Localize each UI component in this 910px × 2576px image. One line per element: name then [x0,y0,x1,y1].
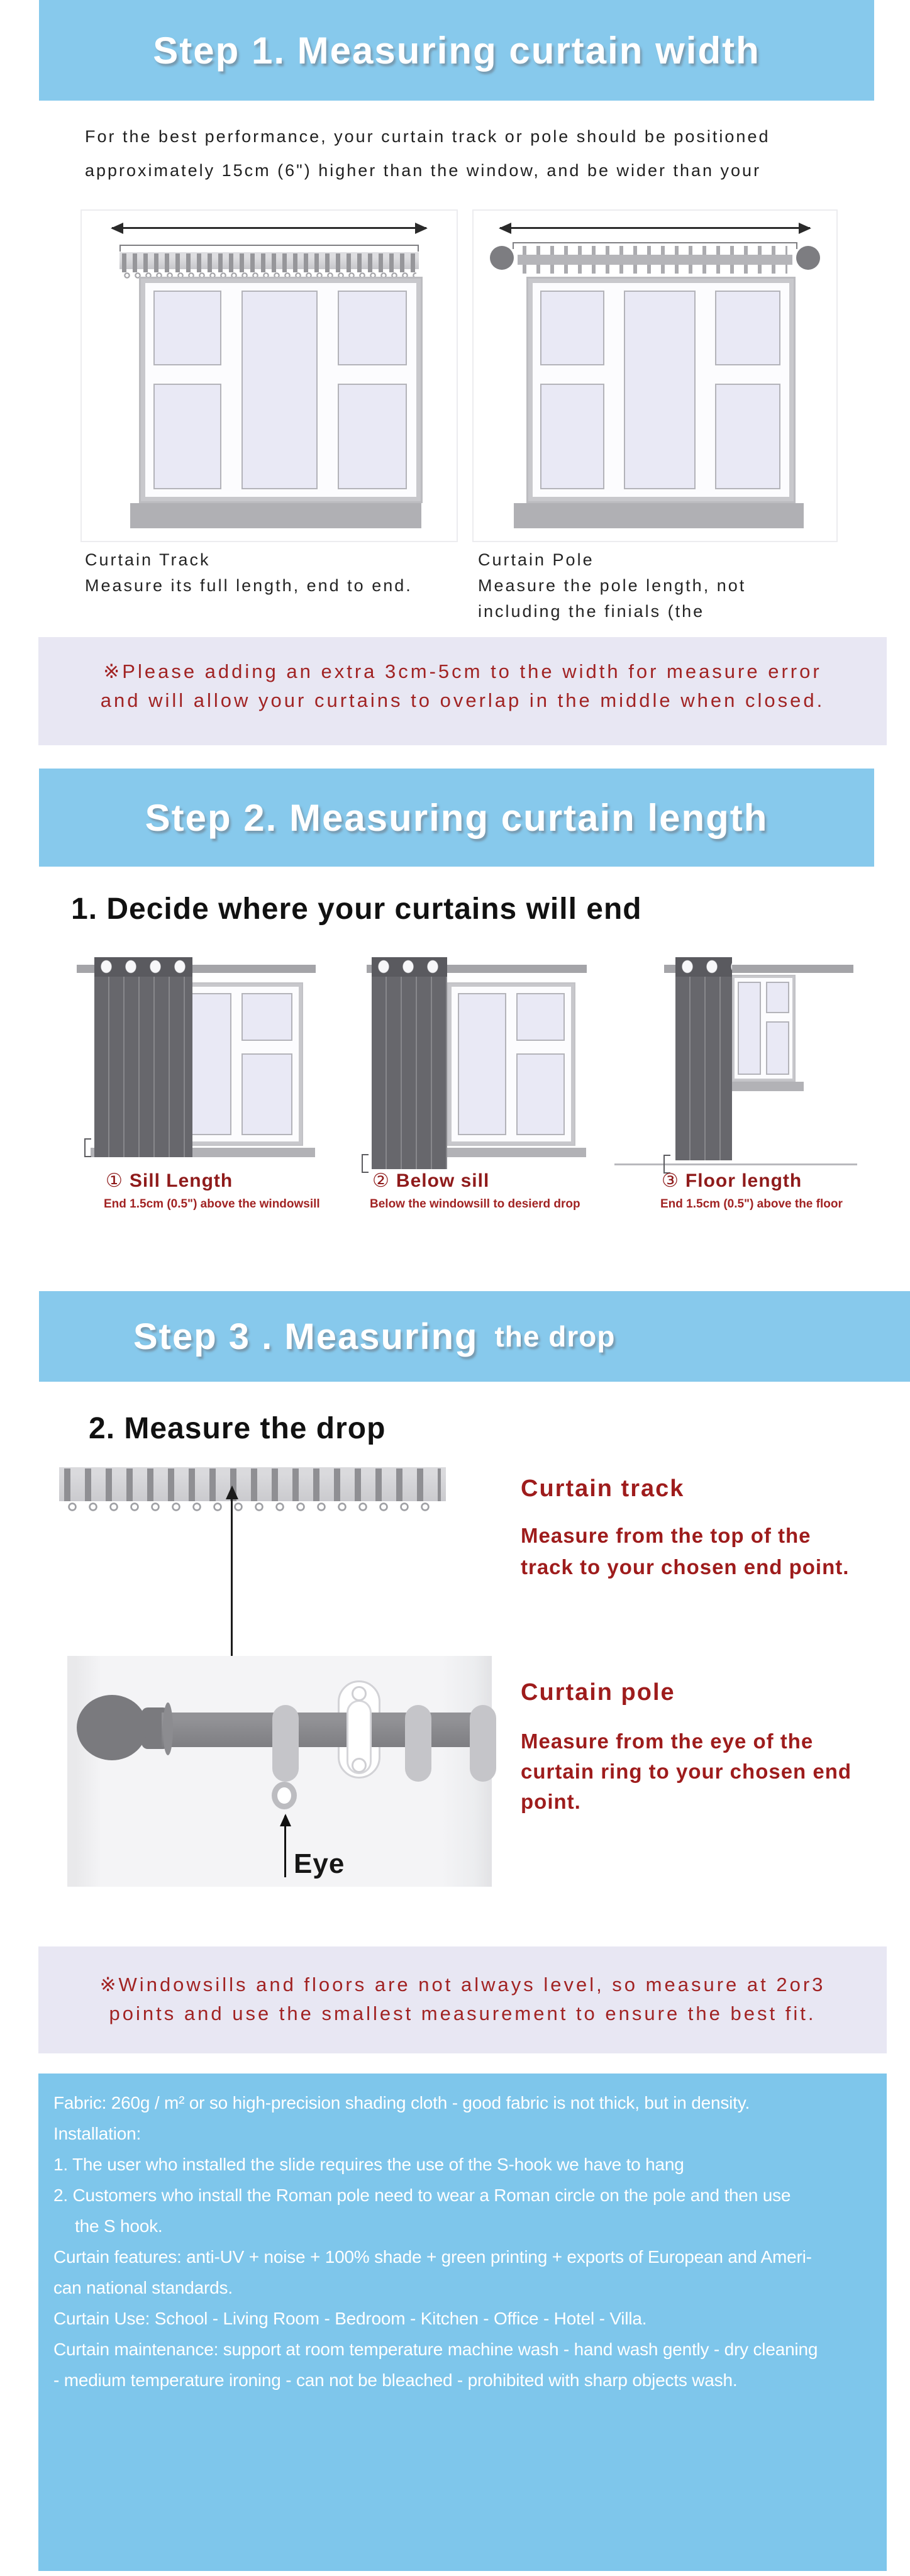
track-drop-title: Curtain track [521,1475,685,1502]
grommet-band [372,957,447,977]
diagram-title [662,1170,802,1192]
fabric-line: 1. The user who installed the slide requires the use of the S-hook we have to hang [53,2155,684,2174]
window-pane [540,384,604,489]
pole-drop-text [521,1679,852,1817]
diagram-title-text: Sill Length [129,1170,233,1191]
pole-drop-lines [521,1726,852,1817]
window-pane [766,982,790,1013]
sill-length-diagram [77,956,320,1217]
window [731,975,796,1082]
curtain [94,957,192,1157]
track-drop-figure [59,1467,446,1514]
window-pane [338,384,407,489]
circled-number: ① [106,1170,123,1191]
window-pane [540,291,604,365]
step1-intro-line2: approximately 15cm (6") higher than the window, and be wider than your [85,161,762,180]
window-sash [452,987,571,1141]
track-drop-lines [521,1520,849,1583]
curtain [675,957,732,1160]
curtain [372,957,447,1169]
fabric-line: Curtain features: anti-UV + noise + 100% shade + green printing + exports of European and Ameri- [53,2247,812,2267]
pole-caption-line: including the finials (the [478,602,705,621]
fabric-line: Fabric: 260g / m² or so high-precision shading cloth - good fabric is not thick, but in density. [53,2093,750,2112]
track-caption-line: Measure its full length, end to end. [85,576,413,595]
track-caption [85,547,413,599]
diagram-desc: End 1.5cm (0.5") above the windowsill [104,1197,320,1211]
eye-label: Eye [294,1848,345,1879]
curtain-pole-figure [472,209,838,542]
step2-banner: Step 2. Measuring curtain length [39,769,874,867]
below-sill-diagram [367,956,587,1217]
window-pane [715,291,780,365]
pole-drop-figure [67,1656,492,1887]
window-pane [153,291,221,365]
diagram-desc: End 1.5cm (0.5") above the floor [660,1197,843,1211]
fabric-line: Curtain maintenance: support at room temperature machine wash - hand wash gently - dry cleaning [53,2340,818,2359]
window-pane [516,993,565,1041]
pole-caption [478,547,746,625]
width-note [38,637,887,745]
window-pane [338,291,407,365]
fabric-line: - medium temperature ironing - can not be bleached - prohibited with sharp objects wash. [53,2370,738,2390]
grommet-band [94,957,192,977]
text-line: track to your chosen end point. [521,1555,850,1579]
window-pane [624,291,696,489]
step3-banner [39,1291,910,1382]
grommet-band [675,957,732,977]
window-pane [241,993,292,1041]
window [139,277,423,503]
track-rings [64,1501,441,1513]
window-pane [153,384,221,489]
circled-number: ③ [662,1170,679,1191]
window-sash [174,987,299,1141]
floor-line [614,1163,857,1165]
text-line: curtain ring to your chosen end [521,1760,852,1783]
pole-finial [796,246,820,270]
pole-caption-line: Measure the pole length, not [478,576,746,595]
curtain-ring [272,1705,299,1782]
ring-eye [272,1782,297,1809]
track-hooks [122,253,416,272]
window-pane [738,982,762,1074]
bracket-screw-hole [352,1758,367,1773]
curtain-pole [518,255,792,265]
up-arrow-icon [231,1488,233,1665]
text-line: Measure from the top of the [521,1524,811,1547]
text-line: point. [521,1790,581,1813]
curtain-ring [470,1705,496,1782]
level-note [38,1946,887,2053]
window [447,982,575,1146]
diagram-title-text: Floor length [685,1170,802,1191]
pole-finial [490,246,514,270]
fabric-line: 2. Customers who install the Roman pole need to wear a Roman circle on the pole and then use [53,2185,791,2205]
pole-collar [163,1702,173,1755]
window-sash [533,283,789,497]
curtain-ring [405,1705,431,1782]
window-pane [516,1053,565,1135]
curtain-body [675,977,732,1160]
pole-caption-title: Curtain Pole [478,550,594,569]
diagram-title-text: Below sill [396,1170,490,1191]
curtain-body [372,977,447,1169]
window-pane [766,1021,790,1075]
double-arrow-icon [112,227,426,229]
note-line: ※Please adding an extra 3cm-5cm to the width for measure error [103,660,822,682]
text-line: Measure from the eye of the [521,1729,814,1753]
fabric-line: Curtain Use: School - Living Room - Bedroom - Kitchen - Office - Hotel - Villa. [53,2309,647,2328]
fabric-info-panel [38,2074,887,2571]
window-sill [514,503,804,528]
step2-heading: 1. Decide where your curtains will end [71,892,642,926]
diagram-desc: Below the windowsill to desierd drop [370,1197,580,1211]
note-line: and will allow your curtains to overlap in the middle when closed. [100,689,825,711]
pole-drop-title: Curtain pole [521,1679,675,1706]
pole-finial [77,1695,147,1760]
window-sash [735,978,792,1079]
curtain-body [94,977,192,1157]
step3-heading: 2. Measure the drop [89,1412,386,1445]
curtain-track-figure [80,209,458,542]
measure-mark [84,1138,91,1157]
track-drop-text [521,1475,849,1583]
window-sill [424,1148,586,1157]
diagram-title [106,1170,233,1192]
window-sill [130,503,421,528]
floor-length-diagram [613,956,865,1217]
window-pane [241,291,318,489]
fabric-line: the S hook. [75,2216,163,2236]
note-line: points and use the smallest measurement to ensure the best fit. [109,2002,816,2024]
curtain-pole [162,1713,492,1747]
window-sash [145,283,416,497]
window-pane [715,384,780,489]
circled-number: ② [372,1170,390,1191]
up-arrow-icon [284,1816,286,1877]
fabric-line: Installation: [53,2124,141,2143]
step1-intro-line1: For the best performance, your curtain track or pole should be positioned [85,127,770,146]
step3-banner-sub: the drop [494,1320,616,1353]
fabric-line: can national standards. [53,2278,233,2297]
measure-bracket [119,245,419,252]
window [526,277,796,503]
measure-mark [362,1154,369,1173]
note-line: ※Windowsills and floors are not always level, so measure at 2or3 [99,1974,826,1996]
bracket-screw-hole [352,1686,367,1701]
double-arrow-icon [500,227,810,229]
step3-banner-main: Step 3 . Measuring [133,1316,479,1357]
track-caption-title: Curtain Track [85,550,211,569]
diagram-title [372,1170,489,1192]
step1-banner: Step 1. Measuring curtain width [39,0,874,101]
window-pane [458,993,507,1135]
track-hooks [64,1468,441,1501]
window-pane [241,1053,292,1135]
